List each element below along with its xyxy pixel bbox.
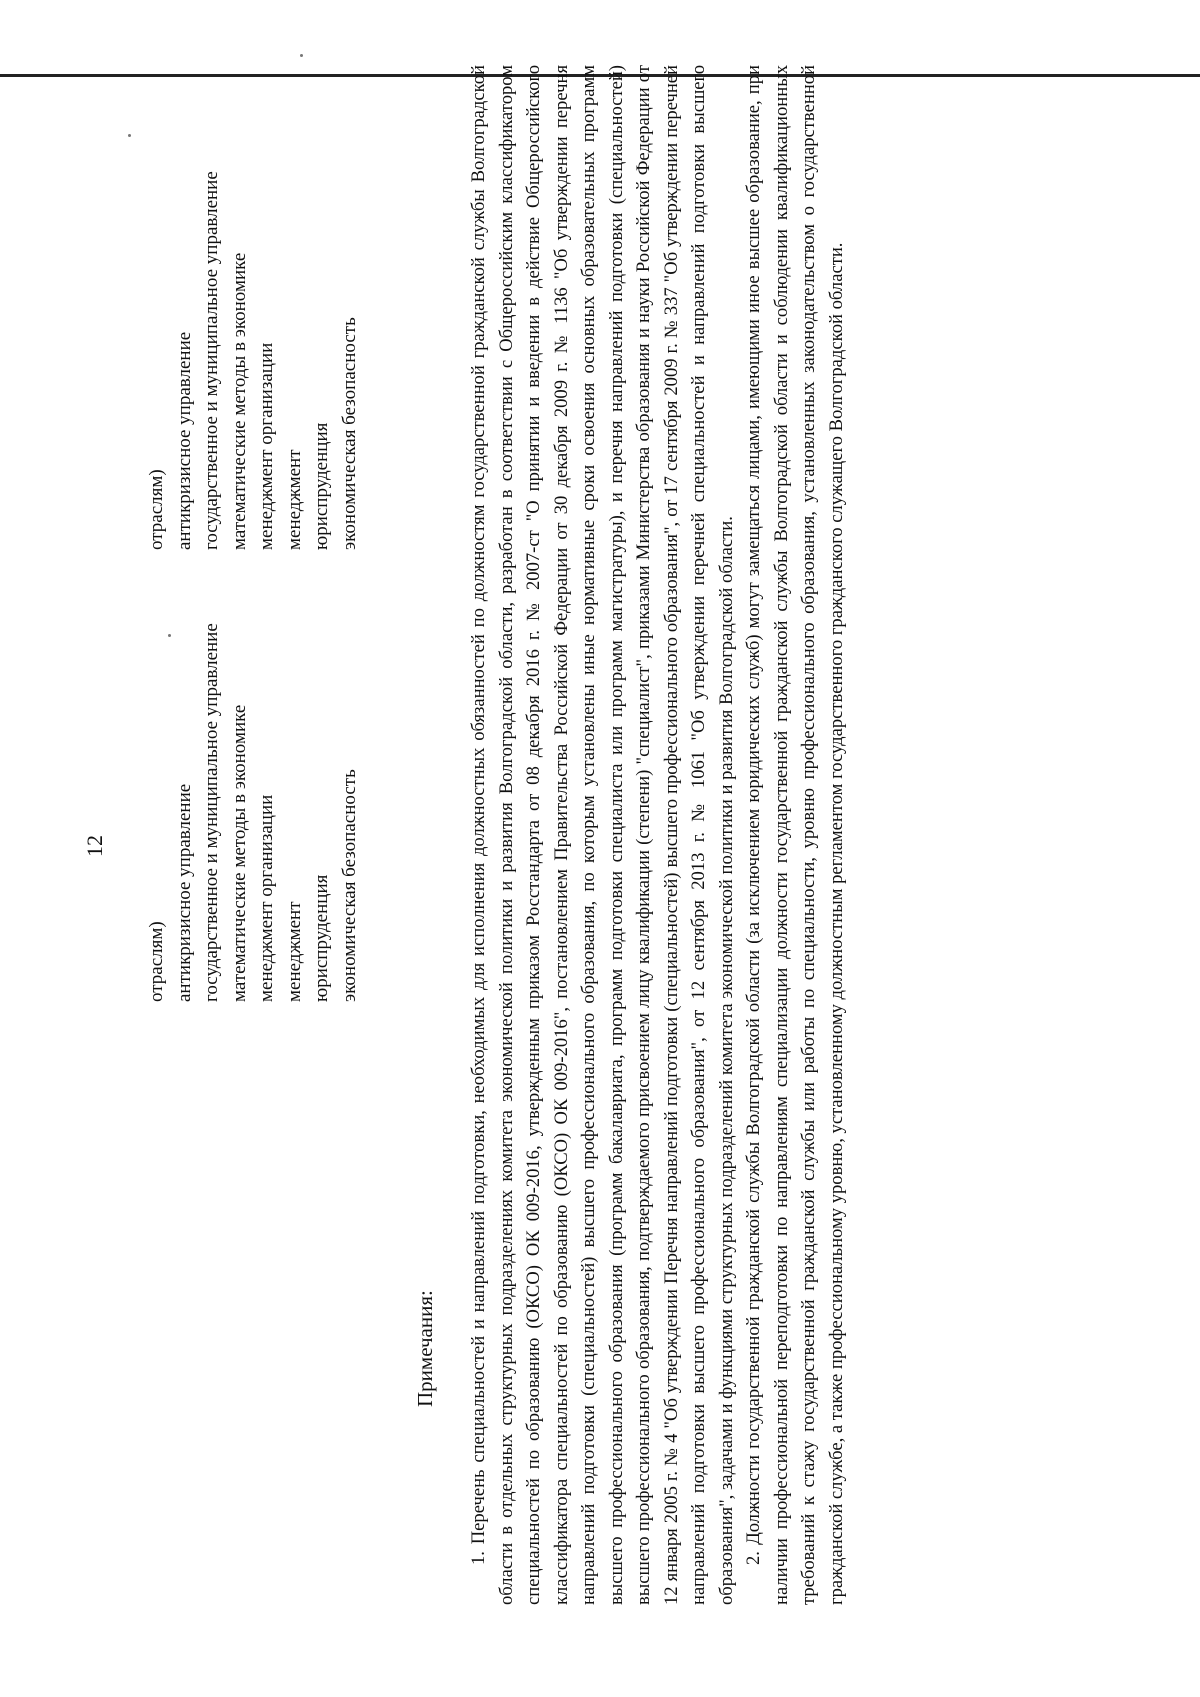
specialties-list-right [143, 171, 363, 550]
notes-title: Примечания: [413, 1290, 437, 1407]
specialty-item: государственное и муниципальное управление [201, 623, 222, 1002]
specialty-item: антикризисное управление [173, 331, 195, 550]
specialty-item: менеджмент [283, 449, 305, 550]
specialty-item: юриспруденция [311, 422, 332, 550]
notes-body [465, 65, 850, 1605]
specialty-item: отраслям) [146, 469, 167, 550]
specialty-item: менеджмент организации [256, 794, 277, 1002]
specialty-item: математические методы в экономике [228, 252, 250, 550]
specialty-item: юриспруденция [311, 874, 332, 1002]
specialties-list-left [143, 623, 363, 1002]
page-number: 12 [82, 835, 107, 857]
scan-speck [300, 54, 303, 57]
scan-speck [128, 134, 131, 137]
specialty-item: экономическая безопасность [338, 769, 360, 1002]
note-paragraph: 2. Должности государственной гражданской службы Волгоградской области (за исключением юридических служб) могут замещаться лицами, имеющими иное высшее образование, при наличии профессиональной переподготовки по направлениям специализации должности государственной гражданской службы Волгоградской области и соблюдении квалификационных требований к стажу государственной гражданской службы или работы по специальности, уровню профессионального образования, установленных законодательством о государственной гражданской службе, а также профессиональному уровню, установленному должностным регламентом государственного гражданского служащего Волгоградской области. [743, 65, 847, 1605]
specialty-item: государственное и муниципальное управление [201, 171, 222, 550]
specialty-item: математические методы в экономике [228, 704, 250, 1002]
specialty-item: антикризисное управление [173, 783, 195, 1002]
specialty-item: менеджмент организации [256, 342, 277, 550]
specialty-item: менеджмент [283, 901, 305, 1002]
specialty-item: отраслям) [146, 921, 167, 1002]
note-paragraph: 1. Перечень специальностей и направлений подготовки, необходимых для исполнения должностных обязанностей по должностям государственной гражданской службы Волгоградской области в отдельных структурных подразделениях комитета экономической политики и развития Волгоградской области, разработан в соответствии с Общероссийским классификатором специальностей по образованию (ОКСО) ОК 009-2016, утвержденным приказом Росстандарта от 08 декабря 2016 г. № 2007-ст "О принятии и введении в действие Общероссийского классификатора специальностей по образованию (ОКСО) ОК 009-2016", постановлением Правительства Российской Федерации от 30 декабря 2009 г. № 1136 "Об утверждении перечня направлений подготовки (специальностей) высшего профессионального образования, по которым установлены иные нормативные сроки освоения основных образовательных программ высшего профессионального образования (программ бакалавриата, программ подготовки специалиста или программ магистратуры), и перечня направлений подготовки (специальностей) высшего профессионального образования, подтверждаемого присвоением лицу квалификации (степени) "специалист", приказами Министерства образования и науки Российской Федерации от 12 января 2005 г. № 4 "Об утверждении Перечня направлений подготовки (специальностей) высшего профессионального образования", от 17 сентября 2009 г. № 337 "Об утверждении перечней направлений подготовки высшего профессионального образования", от 12 сентября 2013 г. № 1061 "Об утверждении перечней специальностей и направлений подготовки высшего образования", задачами и функциями структурных подразделений комитета экономической политики и развития Волгоградской области. [468, 65, 737, 1605]
specialty-item: экономическая безопасность [338, 317, 360, 550]
